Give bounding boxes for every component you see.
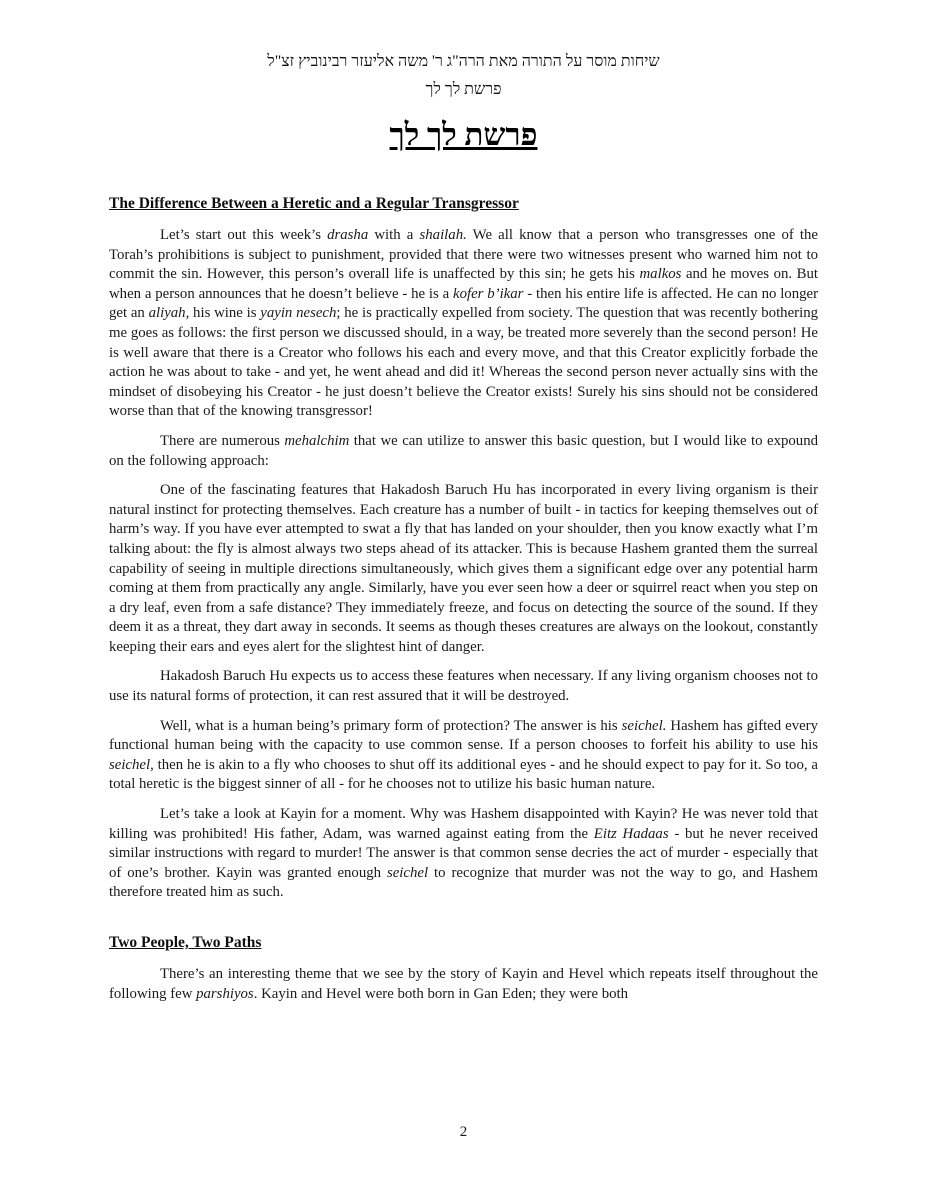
text-run: Hakadosh Baruch Hu expects us to access these features when necessary. If any living organism chooses not to use its natural forms of protection, it can rest assured that it will be destroyed. [109,668,818,705]
paragraph [109,226,818,422]
italic-text-run: seichel [109,756,151,773]
italic-text-run: kofer b’ikar [453,285,524,302]
text-run: to recognize that murder was not the way to go, and Hashem therefore treated him as such. [109,864,819,901]
text-run: One of the fascinating features that Hakadosh Baruch Hu has incorporated in every living organism is their natural instinct for protecting themselves. Each creature has a number of built - in tactics for keeping themselves out of harm’s way. If you have ever attempted to swat a fly that has landed on your shoulder, then you know exactly what I’m talking about: the fly is almost always two steps ahead of its attacker. This is because Hashem granted them the surreal capability of seeing in multiple directions simultaneously, which gives them a significant edge over any potential harm coming at them from practically any angle. Similarly, have you ever seen how a deer or squirrel react when you step on a dry leaf, even from a safe distance? They immediately freeze, and focus on detecting the source of the sound. If they deem it as a threat, they dart away in seconds. It seems as though theses creatures are always on the lookout, constantly keeping their ears and eyes alert for the slightest hint of danger. [109,482,818,655]
paragraph [109,667,818,706]
italic-text-run: drasha [327,227,369,243]
text-run: with a [368,227,420,243]
italic-text-run: yayin nesech [260,305,337,322]
text-run: Let’s take a look at Kayin for a moment. Why was Hashem disappointed with Kayin? He was never told that killing was prohibited! His father, Adam, was warned against eating from the [109,806,818,842]
text-run: ; he is practically expelled from society. The question that was recently bothering me goes as follows: the first person we discussed should, in a way, be treated more severely than the second person! He is well aware that there is a Creator who follows his each and every move, and that this Creator explicitly forbade the action he was about to take - and yet, he went ahead and did it! Whereas the second person never actually sins with the mindset of disobeying his Creator - he just doesn’t believe the Creator exists! Surely his sins should not be considered worse than that of the knowing transgressor! [109,305,818,420]
text-run: Let’s start out this week’s [160,227,328,243]
document-sections [109,194,818,1004]
text-run: We all know that a person who transgresses one of the Torah’s prohibitions is subject to punishment, provided that there were two witnesses present who warned him not to commit the sin. However, this person’s overall life is unaffected by this sin; he gets his [109,227,818,283]
text-run: , then he is akin to a fly who chooses to shut off its additional eyes - and he should expect to pay for it. So too, a total heretic is the biggest sinner of all - for he chooses not to utilize his basic human nature. [109,756,818,793]
text-run: his wine is [189,305,261,322]
paragraph [109,432,818,471]
text-run: There’s an interesting theme that we see by the story of Kayin and Hevel which repeats itself throughout the following few [109,966,818,1002]
italic-text-run: malkos [639,266,682,283]
italic-text-run: Eitz Hadaas [593,825,669,842]
page-number: 2 [459,1124,468,1140]
section-heading: Two People, Two Paths [109,934,262,951]
paragraph [109,481,818,657]
document-header [109,48,818,104]
document-title-hebrew: פרשת לך לך [389,117,538,152]
italic-text-run: seichel [386,864,429,881]
paragraph [109,965,818,1004]
italic-text-run: parshiyos [196,985,254,1002]
hebrew-header-line1: שיחות מוסר על התורה מאת הרה"ג ר' משה אליעזר רבינוביץ זצ"ל [267,53,660,70]
text-run: that we can utilize to answer this basic question, but I would like to expound on the following approach: [109,432,818,469]
text-run: Well, what is a human being’s primary form of protection? The answer is his [160,717,622,734]
text-run: There are numerous [160,432,285,449]
paragraph [109,717,818,795]
italic-text-run: mehalchim [284,432,350,449]
text-run: - but he never received similar instructions with regard to murder! The answer is that common sense decries the act of murder - especially that of one’s brother. Kayin was granted enough [109,825,818,881]
text-run: . Kayin and Hevel were both born in Gan Eden; they were both [253,985,629,1002]
text-run: - then his entire life is affected. He can no longer get an [109,285,818,322]
italic-text-run: aliyah, [148,305,190,322]
section-heading: The Difference Between a Heretic and a Regular Transgressor [109,195,519,212]
italic-text-run: seichel. [621,717,667,734]
text-run: Hashem has gifted every functional human being with the capacity to use common sense. If a person chooses to forfeit his ability to use his [109,717,818,754]
paragraph [109,805,818,903]
italic-text-run: shailah. [419,227,467,243]
hebrew-header-line2: פרשת לך לך [425,81,502,98]
text-run: and he moves on. But when a person announces that he doesn’t believe - he is a [109,266,818,302]
